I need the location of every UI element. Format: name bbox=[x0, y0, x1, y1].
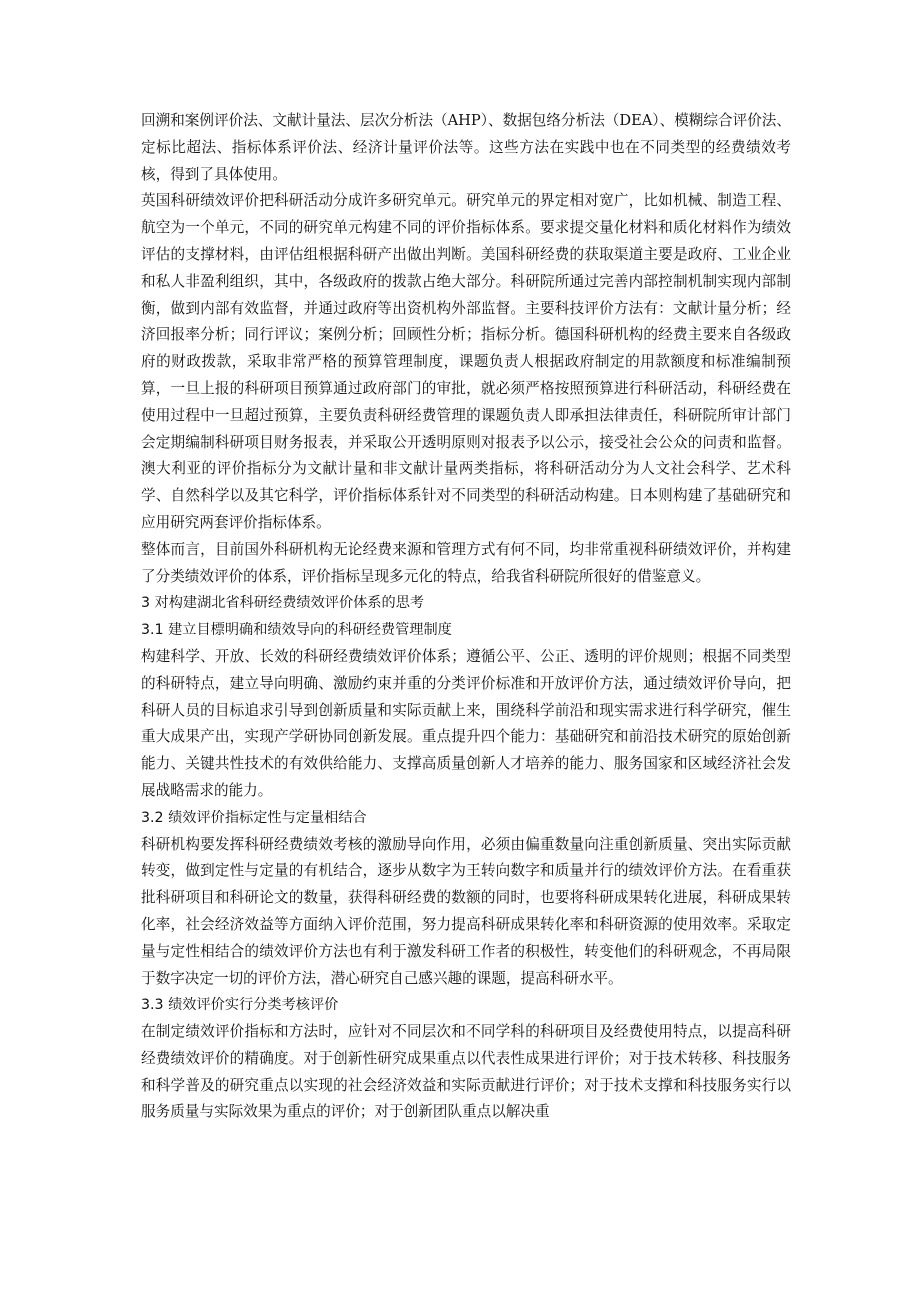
paragraph-summary: 整体而言，目前国外科研机构无论经费来源和管理方式有何不同，均非常重视科研绩效评价，并构建了分类绩效评价的体系，评价指标呈现多元化的特点，给我省科研院所很好的借鉴意义。 bbox=[141, 540, 791, 585]
section-3-heading: 3 对构建湖北省科研经费绩效评价体系的思考 bbox=[141, 595, 425, 612]
paragraph-foreign-evaluation: 英国科研绩效评价把科研活动分成许多研究单元。研究单元的界定相对宽广，比如机械、制造工程、航空为一个单元，不同的研究单元构建不同的评价指标体系。要求提交量化材料和质化材料作为绩效评估的支撑材料，由评估组根据科研产出做出判断。美国科研经费的获取渠道主要是政府、工业企业和私人非盈利组织，其中，各级政府的拨款占绝大部分。科研院所通过完善内部控制机制实现内部制衡，做到内部有效监督，并通过政府等出资机构外部监督。主要科技评价方法有：文献计量分析；经济回报率分析；同行评议；案例分析；回顾性分析；指标分析。德国科研机构的经费主要来自各级政府的财政拨款，采取非常严格的预算管理制度，课题负责人根据政府制定的用款额度和标准编制预算，一旦上报的科研项目预算通过政府部门的审批，就必须严格按照预算进行科研活动，科研经费在使用过程中一旦超过预算，主要负责科研经费管理的课题负责人即承担法律责任，科研院所审计部门会定期编制科研项目财务报表，并采取公开透明原则对报表予以公示，接受社会公众的问责和监督。澳大利亚的评价指标分为文献计量和非文献计量两类指标，将科研活动分为人文社会科学、艺术科学、自然科学以及其它科学，评价指标体系针对不同类型的科研活动构建。日本则构建了基础研究和应用研究两套评价指标体系。 bbox=[141, 192, 791, 531]
section-3-2-text: 科研机构要发挥科研经费绩效考核的激励导向作用，必须由偏重数量向注重创新质量、突出实际贡献转变，做到定性与定量的有机结合，逐步从数字为王转向数字和质量并行的绩效评价方法。在看重获批科研项目和科研论文的数量，获得科研经费的数额的同时，也要将科研成果转化进展，科研成果转化率，社会经济效益等方面纳入评价范围，努力提高科研成果转化率和科研资源的使用效率。采取定量与定性相结合的绩效评价方法也有利于激发科研工作者的积极性，转变他们的科研观念，不再局限于数字决定一切的评价方法，潜心研究自己感兴趣的课题，提高科研水平。 bbox=[141, 835, 791, 987]
paragraph-intro-methods: 回溯和案例评价法、文献计量法、层次分析法（AHP）、数据包络分析法（DEA）、模糊综合评价法、定标比超法、指标体系评价法、经济计量评价法等。这些方法在实践中也在不同类型的经费绩效考核，得到了具体使用。 bbox=[141, 112, 791, 183]
section-3-2-heading: 3.2 绩效评价指标定性与定量相结合 bbox=[141, 809, 367, 826]
section-3-3-heading: 3.3 绩效评价实行分类考核评价 bbox=[141, 997, 339, 1014]
section-3-3-text: 在制定绩效评价指标和方法时，应针对不同层次和不同学科的科研项目及经费使用特点，以提高科研经费绩效评价的精确度。对于创新性研究成果重点以代表性成果进行评价；对于技术转移、科技服务和科学普及的研究重点以实现的社会经济效益和实际贡献进行评价；对于技术支撑和科技服务实行以服务质量与实际效果为重点的评价；对于创新团队重点以解决重 bbox=[141, 1023, 791, 1121]
section-3-1-text: 构建科学、开放、长效的科研经费绩效评价体系；遵循公平、公正、透明的评价规则；根据不同类型的科研特点，建立导向明确、激励约束并重的分类评价标准和开放评价方法，通过绩效评价导向，把科研人员的目标追求引导到创新质量和实际贡献上来，围绕科学前沿和现实需求进行科学研究，催生重大成果产出，实现产学研协同创新发展。重点提升四个能力：基础研究和前沿技术研究的原始创新能力、关键共性技术的有效供给能力、支撑高质量创新人才培养的能力、服务国家和区域经济社会发展战略需求的能力。 bbox=[141, 647, 791, 799]
document-body bbox=[141, 108, 791, 1126]
section-3-1-heading: 3.1 建立目標明确和绩效导向的科研经费管理制度 bbox=[141, 622, 452, 639]
